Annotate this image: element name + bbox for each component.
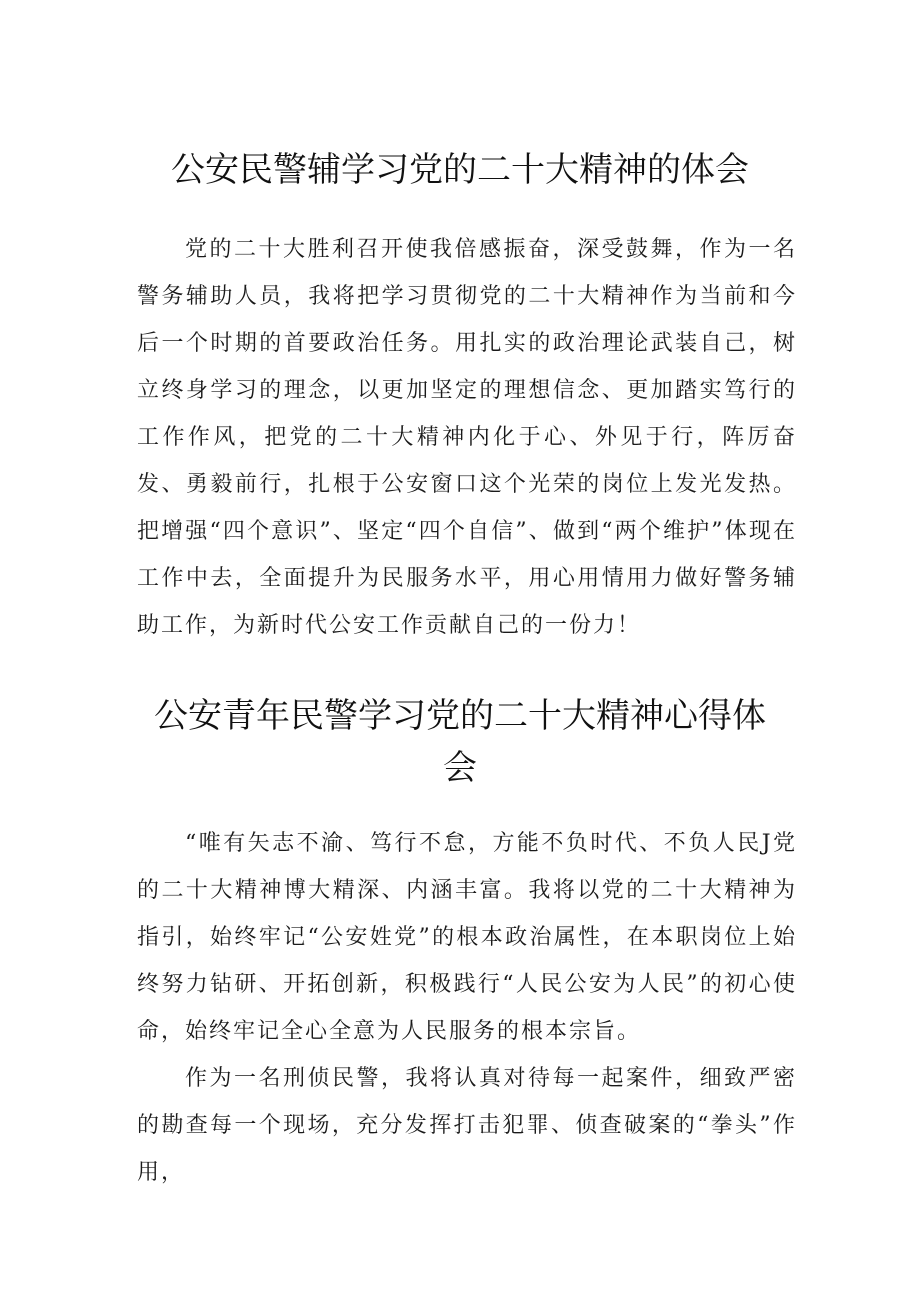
section1-title: 公安民警辅学习党的二十大精神的体会: [171, 150, 749, 190]
section2-paragraph-1: “唯有矢志不渝、笃行不怠，方能不负时代、不负人民J党的二十大精神博大精深、内涵丰富。我将以党的二十大精神为指引，始终牢记“公安姓党”的根本政治属性，在本职岗位上始终努力钻研、开拓创新，积极践行“人民公安为人民”的初心使命，始终牢记全心全意为人民服务的根本宗旨。: [137, 831, 797, 1044]
section2-body: [137, 820, 797, 1196]
section2-title: 公安青年民警学习党的二十大精神心得体会: [154, 696, 766, 788]
section1-paragraph-1: 党的二十大胜利召开使我倍感振奋，深受鼓舞，作为一名警务辅助人员，我将把学习贯彻党的二十大精神作为当前和今后一个时期的首要政治任务。用扎实的政治理论武装自己，树立终身学习的理念，以更加坚定的理想信念、更加踏实笃行的工作作风，把党的二十大精神内化于心、外见于行，阵厉奋发、勇毅前行，扎根于公安窗口这个光荣的岗位上发光发热。把增强“四个意识”、坚定“四个自信”、做到“两个维护”体现在工作中去，全面提升为民服务水平，用心用情用力做好警务辅助工作，为新时代公安工作贡献自己的一份力！: [137, 237, 797, 638]
section1-body: [137, 226, 797, 649]
section2-paragraph-2: 作为一名刑侦民警，我将认真对待每一起案件，细致严密的勘查每一个现场，充分发挥打击犯罪、侦查破案的“拳头”作用，: [137, 1066, 797, 1185]
